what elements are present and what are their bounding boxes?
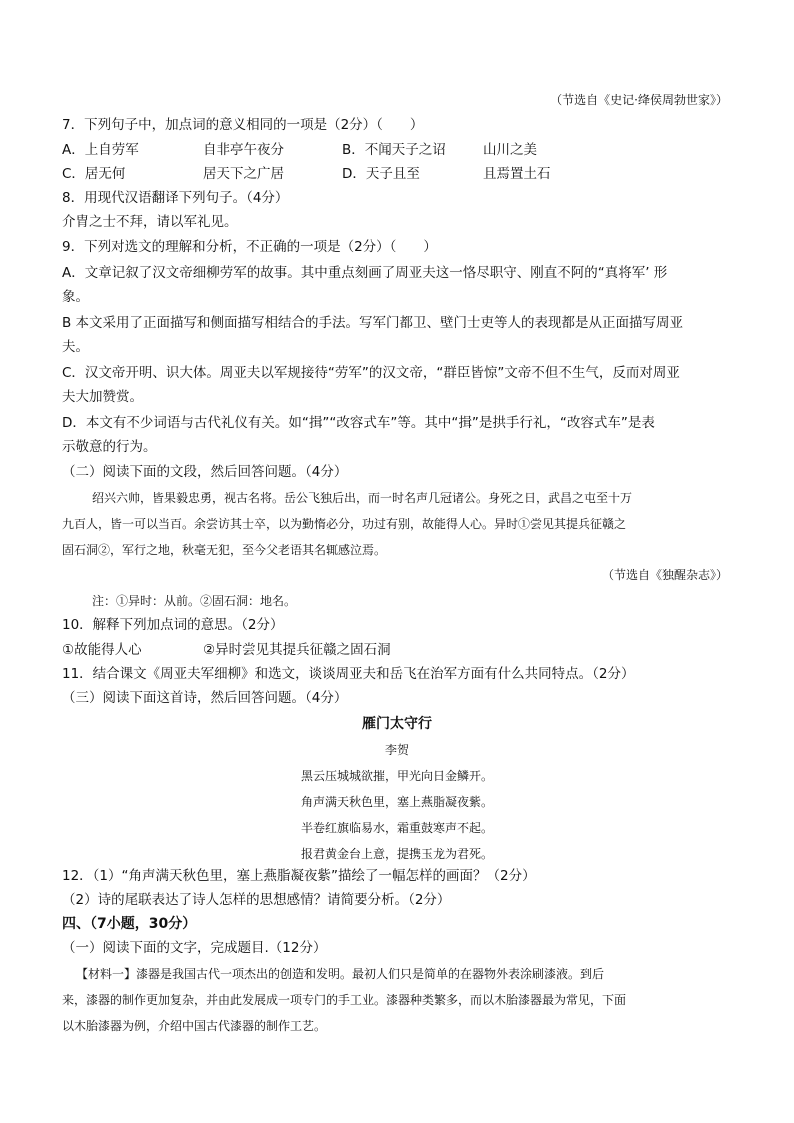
question-10-stem: 10．解释下列加点词的意思。（2分） (62, 617, 284, 633)
question-7-stem: 7．下列句子中，加点词的意义相同的一项是（2分）（ ） (62, 117, 424, 133)
option-c-pair: 居天下之广居 (203, 166, 284, 182)
section-4-subheading: （一）阅读下面的文字，完成题目.（12分） (62, 940, 327, 956)
passage-line-1: 绍兴六帅，皆果毅忠勇，视古名将。岳公飞独后出，而一时名声几冠诸公。身死之日，武昌之屯至十万 (92, 491, 633, 505)
question-9-option-a-line-1: A．文章记叙了汉文帝细柳劳军的故事。其中重点刻画了周亚夫这一恪尽职守、刚直不阿的“真将军’ 形 (62, 265, 668, 281)
question-10-item-2: ②异时尝见其提兵征赣之固石洞 (203, 642, 391, 658)
poem-line-2: 角声满天秋色里，塞上燕脂凝夜紫。 (300, 795, 493, 809)
question-9-option-b-line-2: 夫。 (62, 339, 89, 355)
question-12-part-2: （2）诗的尾联表达了诗人怎样的思想感情？请简要分析。（2分） (62, 892, 451, 908)
question-9-option-c-line-2: 夫大加赞赏。 (62, 389, 143, 405)
option-d-pair: 且焉置土石 (483, 166, 551, 182)
question-9-option-d-line-1: D．本文有不少词语与古代礼仪有关。如“揖”“改容式车”等。其中“揖”是拱手行礼，“改容式车”是表 (62, 415, 655, 431)
option-a: A．上自劳军 (62, 142, 139, 158)
material-1-line-2: 来，漆器的制作更加复杂，并由此发展成一项专门的手工业。漆器种类繁多，而以木胎漆器最为常见，下面 (62, 993, 627, 1007)
passage-line-3: 固石洞②，军行之地，秋毫无犯，至今父老语其名辄感泣焉。 (62, 543, 387, 557)
poem-line-3: 半卷红旗临易水，霜重鼓寒声不起。 (300, 821, 493, 835)
poem-title: 雁门太守行 (362, 716, 432, 732)
question-11-stem: 11．结合课文《周亚夫军细柳》和选文，谈谈周亚夫和岳飞在治军方面有什么共同特点。（2分） (62, 666, 635, 682)
part-2-heading: （二）阅读下面的文段，然后回答问题。（4分） (62, 464, 348, 480)
question-9-option-b-line-1: B 本文采用了正面描写和侧面描写相结合的手法。写军门都卫、壁门士吏等人的表现都是从正面描写周亚 (62, 315, 684, 331)
passage-note: 注：①异时：从前。②固石洞：地名。 (92, 594, 297, 608)
question-12-part-1: 12．（1）“角声满天秋色里，塞上燕脂凝夜紫”描绘了一幅怎样的画面？（2分） (62, 868, 536, 884)
material-1-line-1: 【材料一】漆器是我国古代一项杰出的创造和发明。最初人们只是简单的在器物外表涂刷漆液。到后 (76, 967, 605, 981)
poem-line-4: 报君黄金台上意，提携玉龙为君死。 (300, 847, 493, 861)
material-1-line-3: 以木胎漆器为例，介绍中国古代漆器的制作工艺。 (62, 1019, 327, 1033)
section-4-heading: 四、（7小题，30分） (62, 916, 197, 932)
option-d: D．天子且至 (342, 166, 420, 182)
question-8-sentence: 介胄之士不拜，请以军礼见。 (62, 214, 238, 230)
passage-line-2: 九百人，皆一可以当百。余尝访其士卒，以为勤惰必分，功过有别，故能得人心。异时①尝见其提兵征赣之 (62, 517, 627, 531)
option-b-pair: 山川之美 (483, 142, 537, 158)
source-citation-shiji: （节选自《史记·绛侯周勃世家》） (550, 93, 728, 107)
source-citation-duxing: （节选自《独醒杂志》） (601, 568, 728, 582)
question-9-option-a-line-2: 象。 (62, 289, 89, 305)
part-3-heading: （三）阅读下面这首诗，然后回答问题。（4分） (62, 690, 348, 706)
question-10-item-1: ①故能得人心 (62, 642, 142, 658)
option-a-pair: 自非亭午夜分 (203, 142, 284, 158)
question-9-stem: 9．下列对选文的理解和分析，不正确的一项是（2分）（ ） (62, 239, 437, 255)
question-9-option-c-line-1: C．汉文帝开明、识大体。周亚夫以军规接待“劳军”的汉文帝，“群臣皆惊”文帝不但不生气，反而对周亚 (62, 365, 680, 381)
poem-author: 李贺 (384, 743, 409, 757)
option-b: B．不闻天子之诏 (342, 142, 446, 158)
option-c: C．居无何 (62, 166, 126, 182)
poem-line-1: 黑云压城城欲摧，甲光向日金鳞开。 (300, 769, 493, 783)
question-9-option-d-line-2: 示敬意的行为。 (62, 439, 157, 455)
question-8-stem: 8．用现代汉语翻译下列句子。（4分） (62, 190, 289, 206)
